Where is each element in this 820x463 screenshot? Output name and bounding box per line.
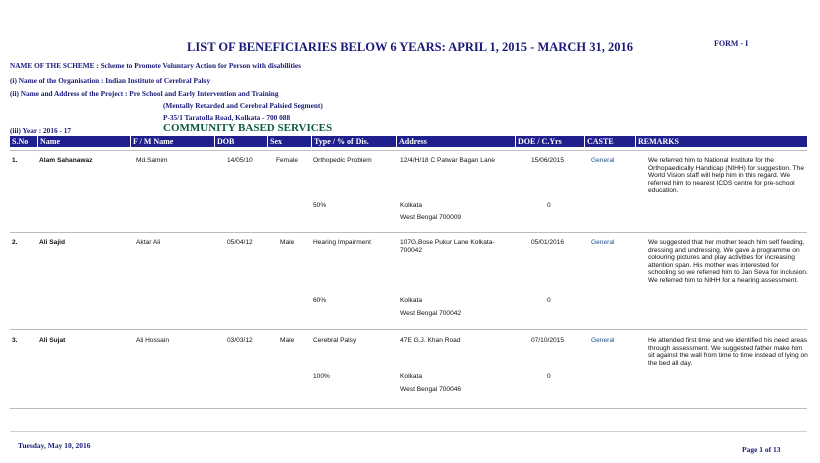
row-sex: Male <box>280 239 295 246</box>
row-caste: General <box>591 337 615 344</box>
page-number: Page 1 of 13 <box>742 445 781 454</box>
row-remarks: He attended first time and we identified his need areas through assessment. We suggested father make him sit against the wall from time to time instead of lying on the bed all day. <box>648 337 808 367</box>
row-divider <box>10 232 807 233</box>
row-remarks: We suggested that her mother teach him self feeding, dressing and undressing. We gave a programme on colouring pictures and play activities for increasing attention span. His mother was interested for schooling so we referred him to Jan Seva for inclusion. We referred him to NIHH for a hearing assessment. <box>648 239 808 284</box>
row-percent: 100% <box>313 373 330 380</box>
column-header-dob: DOB <box>215 136 267 147</box>
row-doe: 05/01/2016 <box>531 239 565 246</box>
row-state: West Bengal 700046 <box>400 386 462 393</box>
row-type: Hearing Impairment <box>313 239 371 246</box>
row-city: Kolkata <box>400 373 422 380</box>
column-header-remarks: REMARKS <box>636 136 807 147</box>
row-cyrs: 0 <box>547 373 551 380</box>
row-sex: Female <box>276 157 298 164</box>
footer-date: Tuesday, May 10, 2016 <box>18 441 91 450</box>
row-caste: General <box>591 239 615 246</box>
column-header-caste: CASTE <box>585 136 635 147</box>
table-header <box>10 136 807 147</box>
year-line: (iii) Year : 2016 - 17 <box>10 126 71 135</box>
row-type: Cerebral Palsy <box>313 337 357 344</box>
row-sex: Male <box>280 337 295 344</box>
column-header-name: Name <box>38 136 130 147</box>
row-name: Ali Sujat <box>39 337 66 344</box>
section-title: COMMUNITY BASED SERVICES <box>163 122 333 134</box>
scheme-line: NAME OF THE SCHEME : Scheme to Promote Voluntary Action for Person with disabilities <box>10 61 301 70</box>
column-header-address: Address <box>397 136 515 147</box>
row-name: Alam Sahanawaz <box>39 157 93 164</box>
row-sno: 3. <box>12 337 18 344</box>
row-city: Kolkata <box>400 202 422 209</box>
organisation-line: (i) Name of the Organisation : Indian Institute of Cerebral Palsy <box>10 76 211 85</box>
row-dob: 03/03/12 <box>227 337 253 344</box>
row-address: 107G,Bose Pukur Lane Kolkata-700042 <box>400 239 495 254</box>
column-header-sex: Sex <box>268 136 311 147</box>
row-address: 47E G.J. Khan Road <box>400 337 461 344</box>
row-parent: Aktar Ali <box>136 239 161 246</box>
column-header-parent: F / M Name <box>131 136 214 147</box>
project-line: (ii) Name and Address of the Project : Pre School and Early Intervention and Training <box>10 89 279 98</box>
column-header-sno: S.No <box>10 136 37 147</box>
form-label: FORM - I <box>714 39 749 48</box>
column-header-doe: DOE / C.Yrs <box>516 136 584 147</box>
row-cyrs: 0 <box>547 202 551 209</box>
row-state: West Bengal 700042 <box>400 310 462 317</box>
row-percent: 60% <box>313 297 327 304</box>
row-address: 12/4/H/18 C Patwar Bagan Lane <box>400 157 495 164</box>
row-divider <box>10 329 807 330</box>
report-title: LIST OF BENEFICIARIES BELOW 6 YEARS: APRIL 1, 2015 - MARCH 31, 2016 <box>187 40 633 54</box>
row-cyrs: 0 <box>547 297 551 304</box>
project-segment: (Mentally Retarded and Cerebral Palsied Segment) <box>163 101 323 110</box>
row-percent: 50% <box>313 202 327 209</box>
column-header-type: Type / % of Dis. <box>312 136 396 147</box>
row-sno: 1. <box>12 157 18 164</box>
row-dob: 14/05/10 <box>227 157 253 164</box>
row-parent: Ali Hossain <box>136 337 169 344</box>
header-divider <box>10 150 807 151</box>
row-parent: Md.Samim <box>136 157 168 164</box>
row-type: Orthopedic Problem <box>313 157 372 164</box>
project-address: P-35/1 Taratolla Road, Kolkata - 700 088 <box>163 113 291 122</box>
row-sno: 2. <box>12 239 18 246</box>
row-city: Kolkata <box>400 297 422 304</box>
row-doe: 07/10/2015 <box>531 337 565 344</box>
row-name: Ali Sajid <box>39 239 66 246</box>
row-remarks: We referred him to National Institute for the Orthopaedically Handicap (NIHH) for suggestion. The World Vision staff will help him in this regard. We referred him to nearest ICDS centre for pre-school education. <box>648 157 805 195</box>
row-state: West Bengal 700009 <box>400 214 462 221</box>
row-divider <box>10 408 807 409</box>
row-doe: 15/06/2015 <box>531 157 565 164</box>
row-caste: General <box>591 157 615 164</box>
footer-divider <box>10 431 807 432</box>
row-dob: 05/04/12 <box>227 239 253 246</box>
